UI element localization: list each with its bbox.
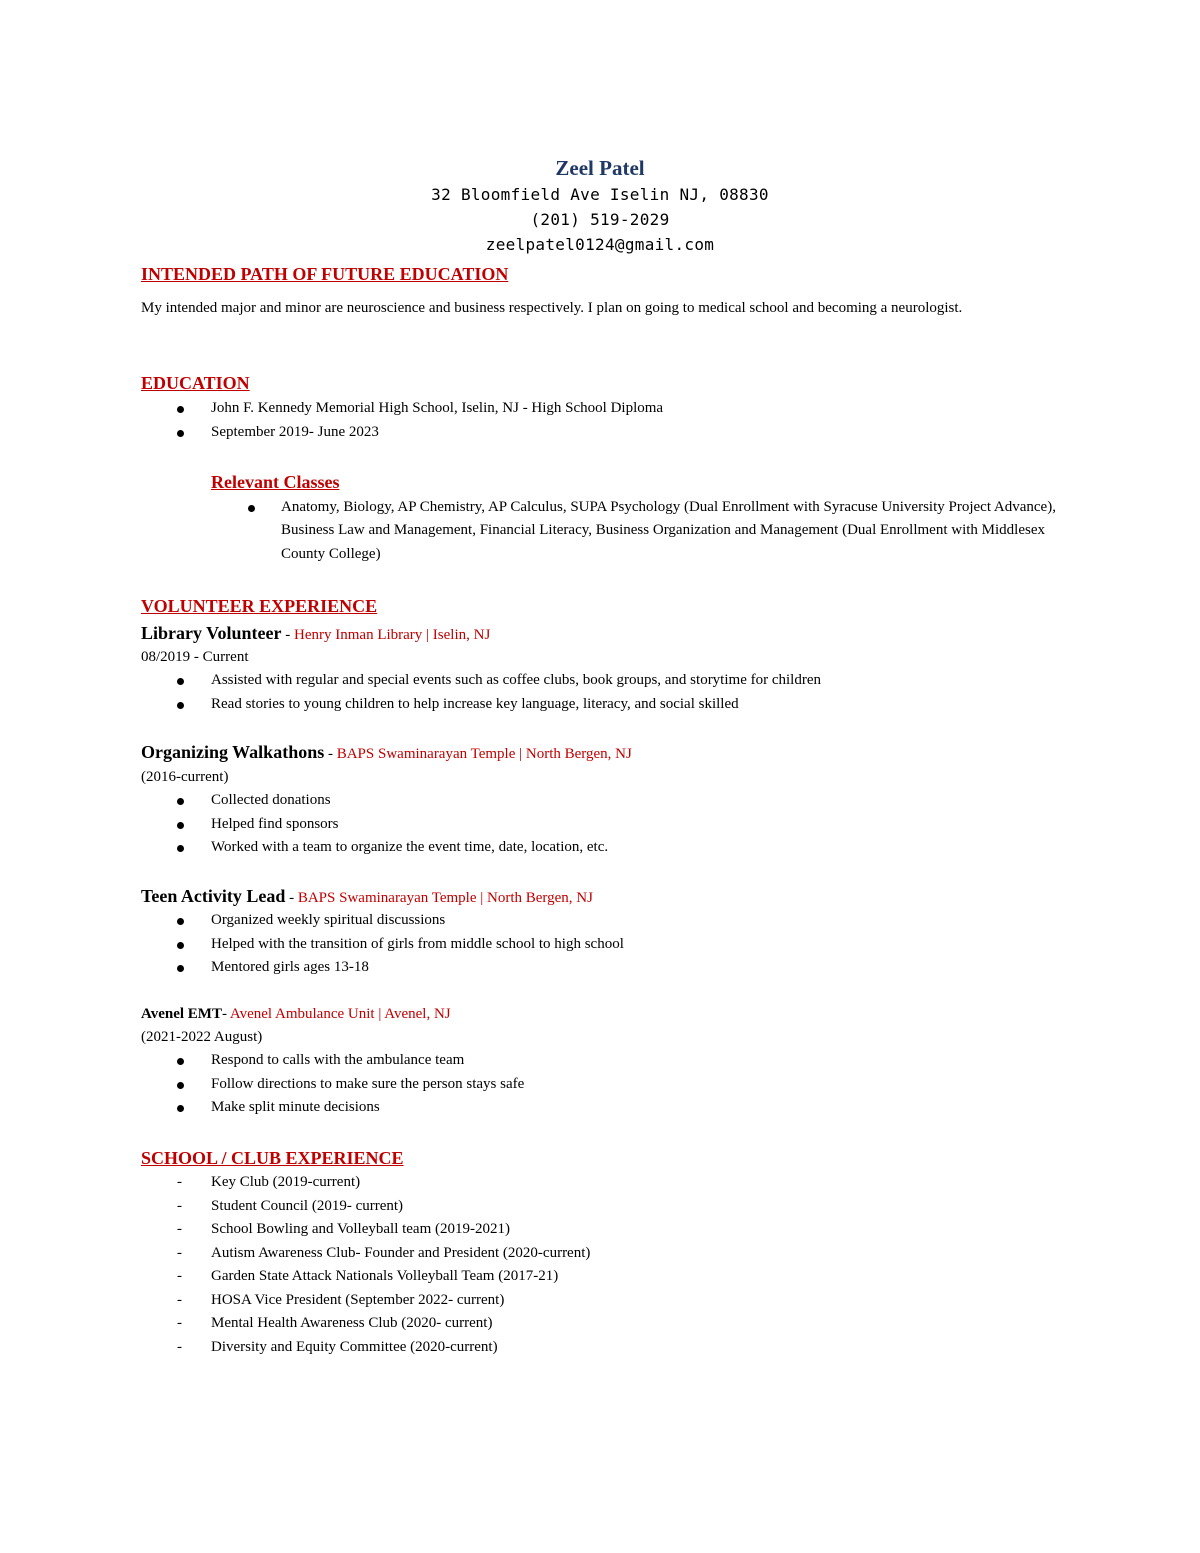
entry-dates: (2021-2022 August) [141,1029,263,1045]
dash-icon: - [177,1268,182,1284]
list-item [141,1195,590,1219]
list-item [141,813,608,837]
bullet-icon [177,965,184,972]
list-item [141,669,821,693]
school-club-list [141,1171,590,1359]
role-separator: - [281,627,295,643]
applicant-name: Zeel Patel [555,156,645,180]
role-title: Avenel EMT [141,1006,222,1022]
volunteer-entry-title [141,1002,451,1026]
list-item-text: Collected donations [211,792,331,808]
relevant-classes-text: Anatomy, Biology, AP Chemistry, AP Calculus, SUPA Psychology (Dual Enrollment with Syracuse University Project Advance), Business Law and Management, Financial Literacy, Business Organization and Management (Dual Enrollment with Middlesex County College) [281,499,1056,562]
email: zeelpatel0124@gmail.com [485,235,715,254]
list-item-text: Garden State Attack Nationals Volleyball Team (2017-21) [211,1268,559,1284]
list-item-text: Mentored girls ages 13-18 [211,959,369,975]
list-item-text: Helped find sponsors [211,815,339,832]
list-item-text: Key Club (2019-current) [211,1174,361,1190]
school-club-heading: SCHOOL / CLUB EXPERIENCE [141,1148,404,1168]
list-item [141,1049,524,1073]
volunteer-entry-title [141,621,490,647]
list-item [141,1096,524,1120]
list-item [141,1289,590,1313]
organization: BAPS Swaminarayan Temple | North Bergen, NJ [297,890,593,906]
volunteer-entry-list [141,669,821,716]
list-item [141,789,608,813]
organization: Henry Inman Library | Iselin, NJ [294,627,491,643]
list-item-text: Diversity and Equity Committee (2020-current) [211,1338,498,1355]
volunteer-entry-title [141,740,632,766]
organization: BAPS Swaminarayan Temple | North Bergen, NJ [336,746,632,762]
list-item-text: Mental Health Awareness Club (2020- current) [211,1315,493,1331]
list-item-text: Organized weekly spiritual discussions [211,912,446,928]
list-item [141,1242,590,1266]
list-item [141,933,624,957]
education-list [141,397,663,444]
list-item-text: Student Council (2019- current) [211,1197,404,1214]
bullet-icon [248,505,255,512]
bullet-icon [177,845,184,852]
list-item [141,836,608,860]
list-item [141,956,624,980]
list-item [211,496,1071,566]
role-separator: - [221,1006,230,1022]
relevant-classes-heading: Relevant Classes [211,472,340,492]
volunteer-entry-title [141,884,593,910]
list-item [141,1171,590,1195]
role-title: Teen Activity Lead [141,886,286,906]
role-separator: - [324,746,337,762]
volunteer-entry-list [141,909,624,980]
entry-dates: (2016-current) [141,769,229,785]
list-item-text: Respond to calls with the ambulance team [211,1052,465,1068]
volunteer-entry-list [141,789,608,860]
resume-header [0,154,1200,257]
list-item [141,1265,590,1289]
address: 32 Bloomfield Ave Iselin NJ, 08830 [431,185,769,204]
list-item [141,1073,524,1097]
list-item-text: Autism Awareness Club- Founder and President (2020-current) [211,1244,591,1261]
list-item-text: School Bowling and Volleyball team (2019-2021) [211,1221,510,1237]
role-title: Library Volunteer [141,623,282,643]
role-separator: - [285,890,298,906]
education-heading: EDUCATION [141,373,250,393]
list-item-text: Worked with a team to organize the event time, date, location, etc. [211,839,609,855]
organization: Avenel Ambulance Unit | Avenel, NJ [229,1006,451,1022]
role-title: Organizing Walkathons [141,742,325,762]
dash-icon: - [177,1315,182,1331]
bullet-icon [177,406,184,413]
list-item-text: Follow directions to make sure the person stays safe [211,1075,525,1092]
list-item [141,1312,590,1336]
list-item [141,421,663,445]
bullet-icon [177,678,184,685]
dash-icon: - [177,1174,182,1190]
dash-icon: - [177,1244,182,1261]
bullet-icon [177,430,184,437]
list-item [141,1336,590,1360]
list-item-text: HOSA Vice President (September 2022- current) [211,1291,505,1308]
bullet-icon [177,798,184,805]
education-item: John F. Kennedy Memorial High School, Iselin, NJ - High School Diploma [211,400,664,416]
bullet-icon [177,918,184,925]
bullet-icon [177,702,184,709]
list-item-text: Helped with the transition of girls from middle school to high school [211,935,624,952]
dash-icon: - [177,1221,182,1237]
education-item: September 2019- June 2023 [211,423,379,440]
intended-path-heading: INTENDED PATH OF FUTURE EDUCATION [141,264,509,284]
list-item [141,397,663,421]
entry-dates: 08/2019 - Current [141,649,249,665]
list-item-text: Assisted with regular and special events such as coffee clubs, book groups, and storytime for children [211,672,821,688]
bullet-icon [177,1082,184,1089]
dash-icon: - [177,1338,182,1355]
list-item [141,909,624,933]
list-item [141,693,821,717]
bullet-icon [177,822,184,829]
intended-path-text: My intended major and minor are neuroscience and business respectively. I plan on going to medical school and becoming a neurologist. [141,300,963,316]
dash-icon: - [177,1197,182,1214]
bullet-icon [177,1058,184,1065]
list-item [141,1218,590,1242]
bullet-icon [177,1105,184,1112]
phone: (201) 519-2029 [530,210,670,229]
dash-icon: - [177,1291,182,1308]
list-item-text: Read stories to young children to help increase key language, literacy, and social skilled [211,695,739,712]
bullet-icon [177,942,184,949]
volunteer-heading: VOLUNTEER EXPERIENCE [141,596,378,616]
list-item-text: Make split minute decisions [211,1099,380,1115]
relevant-classes-list [211,496,1071,566]
volunteer-entry-list [141,1049,524,1120]
